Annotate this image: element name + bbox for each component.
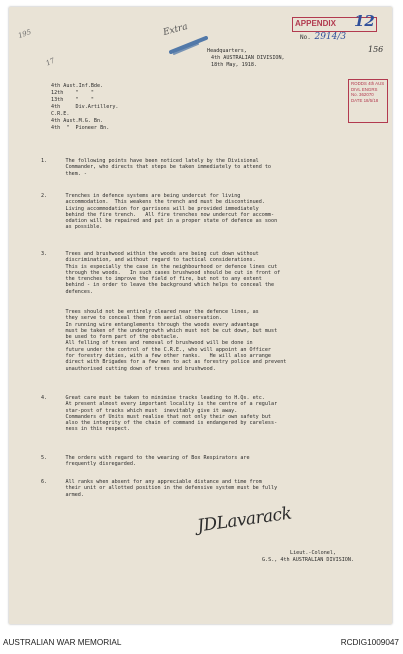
registry-stamp-line: No. 362070	[351, 92, 374, 98]
appendix-label: APPENDIX	[295, 19, 336, 28]
registry-stamp-line: RODDS 4th AUS	[351, 81, 385, 86]
signature-role: G.S., 4th AUSTRALIAN DIVISION.	[262, 557, 355, 563]
handwritten-signature: JDLavarack	[196, 503, 293, 537]
signature-rank: Lieut.-Colonel,	[290, 550, 337, 556]
paragraph-2: 2. Trenches in defence systems are being undercut for living accommodation. This weakens the trench and must be discontinued. Living accommodation for garrisons will be provided immediately behind the fire trench. All fire trenches now undercut for accomm- odation will be repaired and put in a proper state of defence as soon as possible.	[41, 193, 278, 231]
header-line-2: 4th AUSTRALIAN DIVISION,	[211, 55, 285, 61]
header-date: 18th May, 1918.	[211, 62, 258, 68]
distribution-item: 4th Aust.Inf.Bde.	[51, 83, 104, 89]
reference-number	[300, 32, 346, 42]
distribution-item: 4th Aust.M.G. Bn.	[51, 118, 104, 124]
paragraph-3-continued: Trees should not be entirely cleared near the defence lines, as they serve to conceal them from aerial observation. In running wire entanglements through the woods every advantage must be taken of the undergrowth which must not be cut down, but must be used to form part of the obstacle. All felling of trees and removal of brushwood will be done in future under the control of the C.R.E., who will appoint an Officer for forestry duties, with a few other ranks. He will also arrange direct with Brigades for a few men to act as forestry police and prevent unauthorised cutting down of trees and brushwood.	[65, 309, 287, 372]
paragraph-6: 6. All ranks when absent for any appreciable distance and time from their unit or allotted position in the defensive system must be fully armed.	[41, 479, 278, 498]
reference-value: 2914/3	[314, 32, 347, 42]
header-line-1: Headquarters,	[207, 48, 247, 54]
blue-pencil-stroke	[168, 34, 210, 56]
footer-institution: AUSTRALIAN WAR MEMORIAL	[3, 638, 122, 647]
folio-number: 156	[368, 45, 384, 54]
pencil-mark-corner: 17	[44, 56, 57, 68]
distribution-item: 13th " "	[51, 97, 94, 103]
registry-stamp	[348, 79, 388, 123]
distribution-item: 12th " "	[51, 90, 94, 96]
paragraph-1: 1. The following points have been noticed lately by the Divisional Commander, who directs that steps be taken immediately to attend to them. -	[41, 158, 272, 177]
pencil-mark-extra: Extra	[162, 21, 189, 39]
paragraph-3: 3. Trees and brushwood within the woods are being cut down without discrimination, and without regard to tactical considerations. This is especially the case in the neighbourhood or defence lines cut through the woods. In such cases brushwood should be cut in front of the trenches to improve the field of fire, but not to any extent behind - in order to leave the background which helps to conceal the defences.	[41, 251, 281, 295]
distribution-item: C.R.E.	[51, 111, 70, 117]
appendix-number: 12	[354, 12, 375, 30]
paragraph-4: 4. Great care must be taken to minimise tracks leading to H.Qs. etc. At present almost every important locality is the centre of a regular star-post of tracks which must inevitably give it away. Commanders of Units must realise that not only their own safety but also the integrity of the chain of command is endangered by careless- ness in this respect.	[41, 395, 278, 433]
reference-label: No.	[300, 34, 311, 41]
footer-record-id: RCDIG1009047	[340, 638, 399, 647]
registry-stamp-line: DIVL ENGRS	[351, 86, 378, 92]
pencil-mark-top-left: 195	[17, 27, 33, 41]
paragraph-5: 5. The orders with regard to the wearing of Box Respirators are frequently disregarded.	[41, 455, 250, 468]
distribution-item: 4th " Pioneer Bn.	[51, 125, 110, 131]
registry-stamp-line: DATE 18/5/18	[351, 97, 379, 103]
distribution-item: 4th Div.Artillery.	[51, 104, 119, 110]
